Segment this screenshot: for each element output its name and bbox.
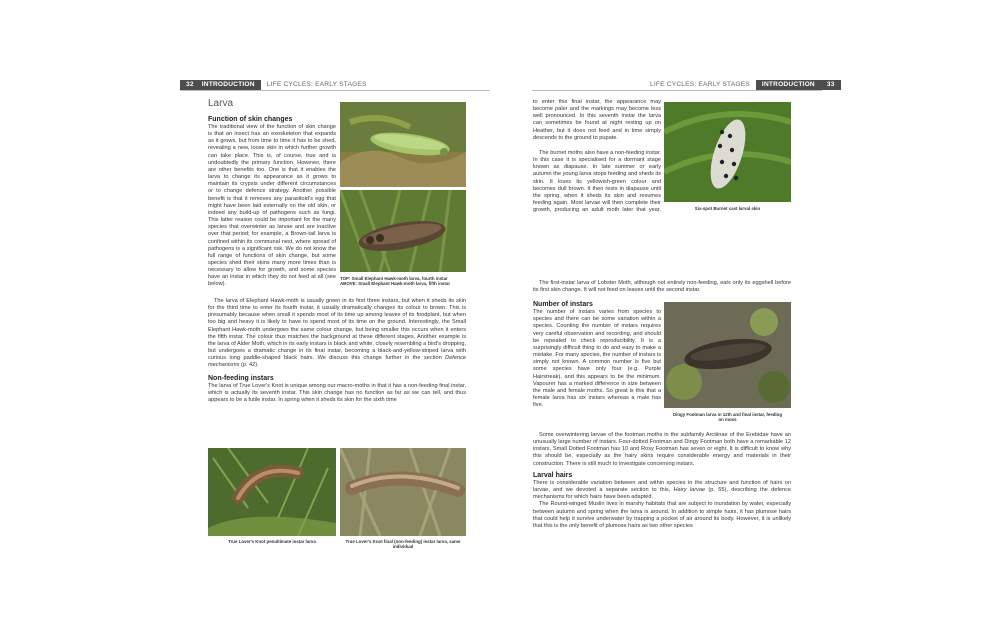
caption-top-text: TOP: Small Elephant Hawk-moth larva, fourth instar [340, 276, 448, 281]
left-para-1-text: The traditional view of the function of skin change is that an insect has an exoskeleton that expands as it grows, but from time to time it has to be shed, revealing a new, loose skin in which further growth can take place. This is, of course, true and is undoubtedly the primary function. However, there are other benefits too. One is that it enables the larva to change its appearance as it grows to maintain its crypsis under different circumstances or to change defence strategy. Another possible benefit is that it removes any parasitoid's egg that might have been laid externally on the old skin, or indeed any build-up of pathogens such as fungi. This latter reason could be important for the many species that overwinter as larvae and are inactive over that period; for example, a Brown-tail larva is confined within its communal nest, where spread of pathogens is a significant risk. We do not know the full range of functions of skin change, but some species shed their skins many more times than is necessary to allow for growth, and some species have an instar in which they do not feed at all (see below). [208, 124, 336, 288]
right-page-number: 33 [821, 80, 841, 90]
green-caterpillar-svg [340, 102, 466, 187]
caption-above-text: ABOVE: Small Elephant Hawk-moth larva, fifth instar [340, 281, 451, 287]
non-feeding-instars-heading: Non-feeding instars [208, 374, 274, 382]
left-para-2a: The larva of Elephant Hawk-moth is usually green in its first three instars, but when it sheds its skin for the third time to enter its fourth instar, it usually dramatically changes its colour to brown. This is presumably because when small it spends most of its time up among leaves of its foodplant, but when too big and heavy it is likely to have to spend most of its time on the ground. Interestingly, the Small Elephant Hawk-moth undergoes the same colour change, but being smaller this occurs when it enters the fifth instar. The colour thus matches the background at these different stages. Another example is the larva of Alder Moth, which in its early instars is black and white, closely resembling a bird's dropping, but undergoes a dramatic change in its final instar, becoming a black-and-yellow-striped larva with curious long paddle-shaped black hairs. We discuss this change further in the section [208, 298, 466, 362]
left-para-1 [208, 124, 336, 302]
larva-heading: Larva [208, 98, 234, 109]
hairy-larvae-ref: Hairy larvae [673, 487, 706, 494]
defence-mechanisms-ref: Defence mechanisms [208, 355, 466, 369]
dingy-footman-svg [664, 302, 791, 408]
final-instar-image [340, 448, 466, 536]
penultimate-instar-svg [208, 448, 336, 536]
left-header-rule [180, 90, 490, 91]
right-para-3: The first-instar larva of Lobster Moth, although not entirely non-feeding, eats only its eggshell before its first skin change. It will not feed on leaves until the second instar. [533, 280, 791, 294]
right-header [644, 80, 841, 90]
right-page [500, 0, 1000, 640]
final-instar-svg [340, 448, 466, 536]
right-para-2-text: The burnet moths also have a non-feeding instar. In this case it is specialised for a dormant stage known as diapause. In late summer or early autumn the young larva stops feeding and sheds its skin. It loses its yellowish-green colour and becomes dull brown. It then rests in diapause until the spring, when it sheds its skin and resumes feeding again. Most larvae will then complete their growth, producing an adult moth later that year. [533, 150, 661, 214]
left-para-3: The larva of True Lover's Knot is unique among our macro-moths in that it has a non-feeding final instar, which is actually its seventh instar. This skin change has no function as far as we can tell, and thus appears to be a futile instar. In spring when it sheds its skin for the sixth time [208, 382, 466, 404]
caption-bottom-left: True Lover's Knot penultimate instar larva [228, 539, 316, 544]
cast-skin-image [664, 102, 791, 202]
right-para-2-narrow [533, 150, 661, 214]
caption-bottom-right: True Lover's Knot final (non-feeding) instar larva, same individual [345, 539, 461, 550]
right-para-5: Some overwintering larvae of the footman moths in the subfamily Arctiinae of the Erebidae have an unusually large number of instars. Four-dotted Footman and Dingy Footman both have a remarkable 12 instars, Small Dotted Footman has 10 and Rosy Footman has seven or eight. It is difficult to know why this should be, especially as the hairy skins require considerable energy and materials in their construction. There is still much to investigate concerning instars. [533, 432, 791, 467]
right-para-3-wrap [533, 280, 791, 294]
function-of-skin-changes-heading: Function of skin changes [208, 116, 293, 123]
left-page-number: 32 [180, 80, 200, 90]
left-text-column [208, 113, 336, 124]
left-para-2 [208, 298, 466, 370]
cast-skin-caption: Six-spot Burnet cast larval skin [694, 206, 761, 211]
right-para-1-text: to enter this final instar, the appearance may become paler and the markings may become less well pronounced. In this seventh instar the larva can sometimes be found at night resting up on Heather, but it does not feed and in time simply descends to the ground to pupate. [533, 99, 661, 141]
green-caterpillar-image [340, 102, 466, 187]
left-section-label: INTRODUCTION [200, 80, 261, 90]
right-instars-section [533, 298, 661, 409]
cast-skin-svg [664, 102, 791, 202]
right-para-1 [533, 99, 661, 142]
left-para-2b: (p. 42). [239, 362, 259, 369]
right-para-7: The Round-winged Muslin lives in marshy habitats that are subject to inundation by water, especially between autumn and spring when the larva is around. In addition to simple hairs, it has plumose hairs that could help it survive underwater by trapping a pocket of air around its body. However, it is unlikely that this is the only benefit of plumose hairs as two other species [533, 501, 791, 529]
right-subsection-label: LIFE CYCLES: EARLY STAGES [650, 81, 750, 88]
left-full-width-text [208, 298, 466, 404]
right-header-rule [532, 90, 822, 91]
brown-caterpillar-svg [340, 190, 466, 272]
left-subsection-label: LIFE CYCLES: EARLY STAGES [266, 81, 367, 88]
small-elephant-caption [340, 276, 470, 287]
right-lower-text [533, 432, 791, 530]
right-para-6 [533, 480, 791, 501]
larval-hairs-heading: Larval hairs [533, 471, 573, 479]
number-of-instars-heading: Number of instars [533, 301, 593, 308]
right-para-6b: (p. 55), describing the defence mechanisms for which hairs have been adapted. [533, 487, 792, 501]
brown-caterpillar-image [340, 190, 466, 272]
dingy-footman-image [664, 302, 791, 408]
right-para-2-wide [533, 214, 791, 278]
left-header [180, 80, 373, 90]
dingy-footman-caption: Dingy Footman larva in 12th and final instar, feeding on moss [672, 412, 783, 423]
right-para-4: The number of instars varies from species to species and there can be some variation within a species. Counting the number of instars requires very careful observation and recording, and should be repeated to check reproducibility. It is a surprisingly difficult thing to do and easy to make a mistake. For many species, the number of instars is simply not known. A common number is five but some species have only four (e.g. Purple Hairstreak), and this appears to be the minimum. Vapourer has a marked difference in size between the male and female moths. So great is this that a female larva has six instars whereas a male has five. [533, 309, 661, 409]
penultimate-instar-image [208, 448, 336, 536]
right-para-6a: There is considerable variation between and within species in the structure and function of hairs on larvae, and we devoted a separate section to this, [533, 479, 791, 494]
right-section-label: INTRODUCTION [756, 80, 821, 90]
